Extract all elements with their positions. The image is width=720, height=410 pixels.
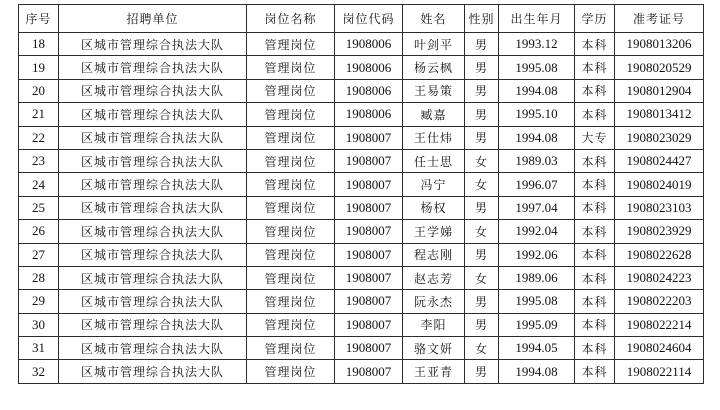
cell-education: 本科 (575, 149, 615, 172)
cell-birth-date: 1992.04 (499, 220, 575, 243)
cell-position-name: 管理岗位 (247, 290, 335, 313)
table-row (19, 243, 704, 266)
cell-hiring-unit: 区城市管理综合执法大队 (59, 196, 247, 219)
cell-birth-date: 1996.07 (499, 173, 575, 196)
cell-birth-date: 1992.06 (499, 243, 575, 266)
header-position-name: 岗位名称 (247, 5, 335, 33)
cell-exam-id: 1908023103 (615, 196, 704, 219)
header-gender: 性别 (465, 5, 499, 33)
table-row (19, 290, 704, 313)
table-row (19, 149, 704, 172)
cell-hiring-unit: 区城市管理综合执法大队 (59, 266, 247, 289)
cell-position-code: 1908007 (335, 337, 403, 360)
cell-name: 臧嘉 (403, 103, 465, 126)
cell-position-code: 1908007 (335, 173, 403, 196)
cell-serial-no: 27 (19, 243, 59, 266)
cell-education: 本科 (575, 173, 615, 196)
cell-hiring-unit: 区城市管理综合执法大队 (59, 220, 247, 243)
cell-name: 骆文妍 (403, 337, 465, 360)
cell-gender: 男 (465, 243, 499, 266)
cell-serial-no: 32 (19, 360, 59, 383)
cell-gender: 男 (465, 103, 499, 126)
cell-hiring-unit: 区城市管理综合执法大队 (59, 337, 247, 360)
cell-gender: 男 (465, 33, 499, 56)
cell-position-name: 管理岗位 (247, 79, 335, 102)
table-row (19, 103, 704, 126)
cell-gender: 女 (465, 220, 499, 243)
cell-exam-id: 1908013206 (615, 33, 704, 56)
cell-hiring-unit: 区城市管理综合执法大队 (59, 360, 247, 383)
cell-exam-id: 1908022214 (615, 313, 704, 336)
cell-serial-no: 23 (19, 149, 59, 172)
cell-exam-id: 1908023029 (615, 126, 704, 149)
cell-birth-date: 1994.08 (499, 360, 575, 383)
cell-exam-id: 1908024604 (615, 337, 704, 360)
cell-position-code: 1908007 (335, 126, 403, 149)
candidate-table (18, 4, 704, 384)
cell-education: 本科 (575, 337, 615, 360)
cell-position-code: 1908007 (335, 149, 403, 172)
cell-name: 王亚青 (403, 360, 465, 383)
table-row (19, 33, 704, 56)
cell-serial-no: 22 (19, 126, 59, 149)
cell-exam-id: 1908013412 (615, 103, 704, 126)
header-exam-id: 准考证号 (615, 5, 704, 33)
cell-serial-no: 21 (19, 103, 59, 126)
cell-serial-no: 25 (19, 196, 59, 219)
cell-position-name: 管理岗位 (247, 266, 335, 289)
cell-education: 本科 (575, 266, 615, 289)
cell-hiring-unit: 区城市管理综合执法大队 (59, 33, 247, 56)
cell-hiring-unit: 区城市管理综合执法大队 (59, 56, 247, 79)
header-name: 姓名 (403, 5, 465, 33)
cell-position-code: 1908007 (335, 196, 403, 219)
cell-hiring-unit: 区城市管理综合执法大队 (59, 79, 247, 102)
cell-position-name: 管理岗位 (247, 33, 335, 56)
cell-hiring-unit: 区城市管理综合执法大队 (59, 149, 247, 172)
cell-education: 大专 (575, 126, 615, 149)
cell-name: 任士思 (403, 149, 465, 172)
cell-education: 本科 (575, 196, 615, 219)
cell-gender: 女 (465, 149, 499, 172)
table-row (19, 56, 704, 79)
table-row (19, 266, 704, 289)
cell-position-code: 1908007 (335, 266, 403, 289)
cell-position-code: 1908007 (335, 220, 403, 243)
cell-exam-id: 1908022203 (615, 290, 704, 313)
cell-position-code: 1908006 (335, 33, 403, 56)
cell-position-code: 1908007 (335, 243, 403, 266)
cell-hiring-unit: 区城市管理综合执法大队 (59, 126, 247, 149)
cell-name: 赵志芳 (403, 266, 465, 289)
cell-exam-id: 1908020529 (615, 56, 704, 79)
cell-birth-date: 1989.03 (499, 149, 575, 172)
cell-position-code: 1908006 (335, 56, 403, 79)
cell-exam-id: 1908024019 (615, 173, 704, 196)
table-row (19, 360, 704, 383)
cell-position-name: 管理岗位 (247, 243, 335, 266)
cell-serial-no: 26 (19, 220, 59, 243)
cell-gender: 男 (465, 360, 499, 383)
cell-position-name: 管理岗位 (247, 337, 335, 360)
cell-birth-date: 1994.05 (499, 337, 575, 360)
cell-gender: 男 (465, 290, 499, 313)
cell-position-code: 1908006 (335, 79, 403, 102)
cell-position-code: 1908006 (335, 103, 403, 126)
cell-exam-id: 1908024427 (615, 149, 704, 172)
cell-serial-no: 30 (19, 313, 59, 336)
cell-serial-no: 19 (19, 56, 59, 79)
table-row (19, 126, 704, 149)
cell-education: 本科 (575, 220, 615, 243)
cell-gender: 女 (465, 173, 499, 196)
cell-exam-id: 1908022628 (615, 243, 704, 266)
cell-education: 本科 (575, 103, 615, 126)
cell-name: 杨云枫 (403, 56, 465, 79)
cell-position-name: 管理岗位 (247, 313, 335, 336)
table-row (19, 220, 704, 243)
table-row (19, 173, 704, 196)
cell-education: 本科 (575, 313, 615, 336)
cell-position-code: 1908007 (335, 290, 403, 313)
cell-birth-date: 1995.09 (499, 313, 575, 336)
cell-birth-date: 1994.08 (499, 79, 575, 102)
table-header-row (19, 5, 704, 33)
cell-name: 叶剑平 (403, 33, 465, 56)
table-row (19, 79, 704, 102)
cell-gender: 男 (465, 56, 499, 79)
cell-education: 本科 (575, 290, 615, 313)
cell-serial-no: 31 (19, 337, 59, 360)
cell-name: 冯宁 (403, 173, 465, 196)
cell-serial-no: 18 (19, 33, 59, 56)
cell-name: 杨权 (403, 196, 465, 219)
header-birth-date: 出生年月 (499, 5, 575, 33)
cell-hiring-unit: 区城市管理综合执法大队 (59, 103, 247, 126)
table-body (19, 33, 704, 384)
cell-position-name: 管理岗位 (247, 103, 335, 126)
cell-name: 阮永杰 (403, 290, 465, 313)
cell-education: 本科 (575, 56, 615, 79)
cell-position-code: 1908007 (335, 313, 403, 336)
cell-hiring-unit: 区城市管理综合执法大队 (59, 173, 247, 196)
cell-education: 本科 (575, 360, 615, 383)
cell-gender: 男 (465, 79, 499, 102)
cell-birth-date: 1995.10 (499, 103, 575, 126)
cell-exam-id: 1908012904 (615, 79, 704, 102)
cell-birth-date: 1994.08 (499, 126, 575, 149)
cell-name: 王易策 (403, 79, 465, 102)
header-position-code: 岗位代码 (335, 5, 403, 33)
cell-name: 程志刚 (403, 243, 465, 266)
cell-position-name: 管理岗位 (247, 220, 335, 243)
cell-name: 李阳 (403, 313, 465, 336)
cell-gender: 男 (465, 126, 499, 149)
cell-exam-id: 1908022114 (615, 360, 704, 383)
cell-birth-date: 1993.12 (499, 33, 575, 56)
cell-education: 本科 (575, 79, 615, 102)
cell-position-name: 管理岗位 (247, 173, 335, 196)
cell-position-name: 管理岗位 (247, 126, 335, 149)
cell-name: 王仕炜 (403, 126, 465, 149)
header-hiring-unit: 招聘单位 (59, 5, 247, 33)
cell-hiring-unit: 区城市管理综合执法大队 (59, 290, 247, 313)
cell-serial-no: 29 (19, 290, 59, 313)
cell-exam-id: 1908023929 (615, 220, 704, 243)
candidate-list-sheet (18, 4, 704, 384)
header-education: 学历 (575, 5, 615, 33)
header-serial-no: 序号 (19, 5, 59, 33)
cell-position-name: 管理岗位 (247, 360, 335, 383)
cell-position-name: 管理岗位 (247, 56, 335, 79)
cell-birth-date: 1995.08 (499, 56, 575, 79)
cell-serial-no: 28 (19, 266, 59, 289)
cell-hiring-unit: 区城市管理综合执法大队 (59, 313, 247, 336)
cell-position-code: 1908007 (335, 360, 403, 383)
cell-education: 本科 (575, 243, 615, 266)
cell-birth-date: 1989.06 (499, 266, 575, 289)
table-row (19, 313, 704, 336)
cell-gender: 女 (465, 337, 499, 360)
cell-serial-no: 24 (19, 173, 59, 196)
cell-gender: 女 (465, 266, 499, 289)
cell-birth-date: 1997.04 (499, 196, 575, 219)
cell-gender: 男 (465, 313, 499, 336)
table-row (19, 196, 704, 219)
cell-position-name: 管理岗位 (247, 149, 335, 172)
cell-name: 王学娣 (403, 220, 465, 243)
cell-hiring-unit: 区城市管理综合执法大队 (59, 243, 247, 266)
cell-birth-date: 1995.08 (499, 290, 575, 313)
cell-serial-no: 20 (19, 79, 59, 102)
cell-gender: 男 (465, 196, 499, 219)
table-row (19, 337, 704, 360)
cell-position-name: 管理岗位 (247, 196, 335, 219)
cell-education: 本科 (575, 33, 615, 56)
cell-exam-id: 1908024223 (615, 266, 704, 289)
